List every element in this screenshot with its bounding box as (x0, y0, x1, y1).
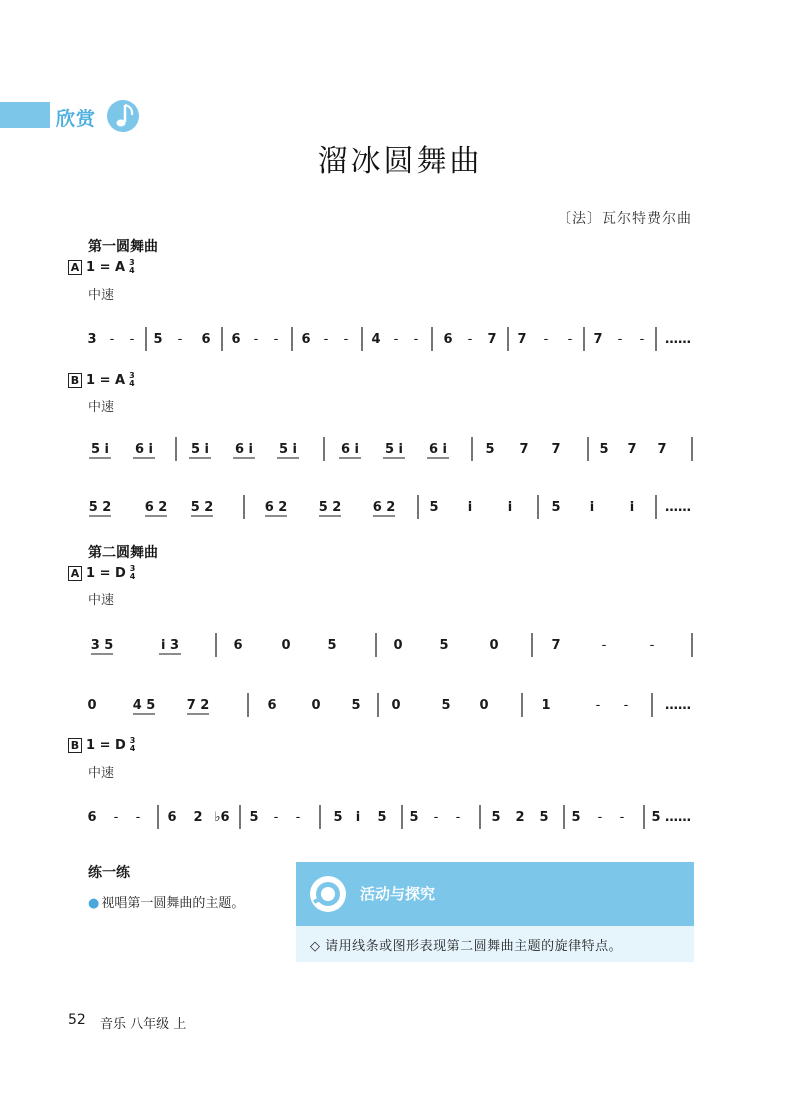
time-signature: 3 4 (129, 258, 135, 275)
note: 6 (231, 332, 241, 347)
continuation-mark: …… (665, 500, 691, 515)
staff-waltz1-b-line2 (0, 484, 800, 528)
note: 5 (571, 810, 581, 825)
music-note-icon (103, 98, 143, 134)
note: - (455, 810, 461, 825)
note: 6 (201, 332, 211, 347)
activity-title: 活动与探究 (360, 885, 436, 903)
note: 5 i (90, 442, 110, 457)
part-a-marker: A (68, 260, 82, 275)
note: 6 i (134, 442, 154, 457)
note: 5 i (384, 442, 404, 457)
note: 2 (515, 810, 525, 825)
note: 6 2 (372, 500, 396, 515)
staff-waltz2-a-line2 (0, 684, 800, 724)
part-a-marker: A (68, 566, 82, 581)
note: - (253, 332, 259, 347)
note: 6 (167, 810, 177, 825)
note: 7 (627, 442, 637, 457)
note: 5 (333, 810, 343, 825)
note: 5 (485, 442, 495, 457)
note: 6 (87, 810, 97, 825)
staff-waltz1-a-line1 (0, 318, 800, 358)
key-signature: 1 = D (86, 565, 126, 581)
note: 6 (443, 332, 453, 347)
note: - (273, 332, 279, 347)
note: 0 (479, 698, 489, 713)
note: - (601, 638, 607, 653)
note: 5 (551, 500, 561, 515)
waltz1-part-a-key (68, 259, 135, 275)
note: - (595, 698, 601, 713)
practice-item: ● 视唱第一圆舞曲的主题。 (88, 896, 245, 911)
key-signature: 1 = A (86, 259, 126, 275)
note: 5 (351, 698, 361, 713)
part-b-marker: B (68, 738, 82, 753)
note: 7 (593, 332, 603, 347)
note: - (467, 332, 473, 347)
continuation-mark: …… (665, 698, 691, 713)
note: 5 (651, 810, 661, 825)
note: 0 (393, 638, 403, 653)
note: i (355, 810, 361, 825)
note: 3 (87, 332, 97, 347)
key-signature: 1 = A (86, 372, 126, 388)
note: 6 i (428, 442, 448, 457)
note: - (617, 332, 623, 347)
note: - (109, 332, 115, 347)
note: - (323, 332, 329, 347)
waltz2-part-a-key (68, 565, 135, 581)
note: 0 (87, 698, 97, 713)
waltz1-heading: 第一圆舞曲 (88, 239, 158, 255)
note: 5 (249, 810, 259, 825)
note: 5 i (190, 442, 210, 457)
target-circle-icon (308, 874, 348, 914)
note: 4 5 (132, 698, 156, 713)
activity-header (296, 862, 694, 926)
staff-waltz2-a-line1 (0, 624, 800, 664)
note: 6 i (340, 442, 360, 457)
activity-text: ◇ 请用线条或图形表现第二圆舞曲主题的旋律特点。 (310, 939, 623, 954)
note: - (273, 810, 279, 825)
tempo-marking: 中速 (88, 288, 115, 303)
waltz2-part-b-key (68, 737, 135, 753)
note: 5 (327, 638, 337, 653)
note: - (543, 332, 549, 347)
continuation-mark: …… (665, 332, 691, 347)
note: - (413, 332, 419, 347)
note: 7 (519, 442, 529, 457)
note: - (113, 810, 119, 825)
note: 6 2 (264, 500, 288, 515)
note: - (619, 810, 625, 825)
note: 2 (193, 810, 203, 825)
note: 0 (281, 638, 291, 653)
note: 5 (153, 332, 163, 347)
composer-credit: 〔法〕瓦尔特费尔曲 (557, 211, 692, 227)
section-tab-bar (0, 102, 50, 128)
note: - (135, 810, 141, 825)
note: i 3 (160, 638, 180, 653)
note: 5 (429, 500, 439, 515)
note: 6 (233, 638, 243, 653)
note: 6 2 (144, 500, 168, 515)
note: 6 i (234, 442, 254, 457)
note: 7 2 (186, 698, 210, 713)
tempo-marking: 中速 (88, 766, 115, 781)
staff-waltz1-b-line1 (0, 426, 800, 470)
note: 5 (539, 810, 549, 825)
note: 7 (517, 332, 527, 347)
note: 5 2 (88, 500, 112, 515)
key-signature: 1 = D (86, 737, 126, 753)
note: 5 2 (318, 500, 342, 515)
note: i (467, 500, 473, 515)
note: 5 i (278, 442, 298, 457)
note: 5 (599, 442, 609, 457)
note: 0 (391, 698, 401, 713)
time-signature: 3 4 (129, 371, 135, 388)
note: 7 (657, 442, 667, 457)
page-number: 52 (68, 1012, 86, 1028)
tempo-marking: 中速 (88, 593, 115, 608)
book-title: 音乐 八年级 上 (100, 1017, 187, 1032)
bullet-icon: ● (88, 896, 100, 911)
note: 6 (301, 332, 311, 347)
waltz2-heading: 第二圆舞曲 (88, 545, 158, 561)
note: - (597, 810, 603, 825)
note: 7 (551, 442, 561, 457)
note: 6 (267, 698, 277, 713)
note: - (177, 332, 183, 347)
note: 5 (441, 698, 451, 713)
note: 7 (551, 638, 561, 653)
section-tab-label: 欣赏 (56, 108, 97, 130)
note: 7 (487, 332, 497, 347)
staff-waltz2-b-line1 (0, 796, 800, 836)
note: - (433, 810, 439, 825)
part-b-marker: B (68, 373, 82, 388)
tempo-marking: 中速 (88, 400, 115, 415)
time-signature: 3 4 (129, 564, 136, 581)
note: 1 (541, 698, 551, 713)
note: i (589, 500, 595, 515)
note: - (567, 332, 573, 347)
note: 5 2 (190, 500, 214, 515)
note: - (129, 332, 135, 347)
note: 5 (439, 638, 449, 653)
note: - (639, 332, 645, 347)
note: ♭6 (214, 810, 230, 825)
time-signature: 3 4 (129, 736, 136, 753)
note: 3 5 (90, 638, 114, 653)
note: - (393, 332, 399, 347)
note: - (295, 810, 301, 825)
note: - (343, 332, 349, 347)
note: 5 (409, 810, 419, 825)
note: 4 (371, 332, 381, 347)
practice-title: 练一练 (88, 865, 130, 881)
page-title: 溜冰圆舞曲 (317, 144, 483, 179)
note: - (623, 698, 629, 713)
note: - (649, 638, 655, 653)
note: 5 (377, 810, 387, 825)
note: 0 (489, 638, 499, 653)
note: 5 (491, 810, 501, 825)
continuation-mark: …… (665, 810, 691, 825)
note: 0 (311, 698, 321, 713)
waltz1-part-b-key (68, 372, 135, 388)
note: i (629, 500, 635, 515)
note: i (507, 500, 513, 515)
